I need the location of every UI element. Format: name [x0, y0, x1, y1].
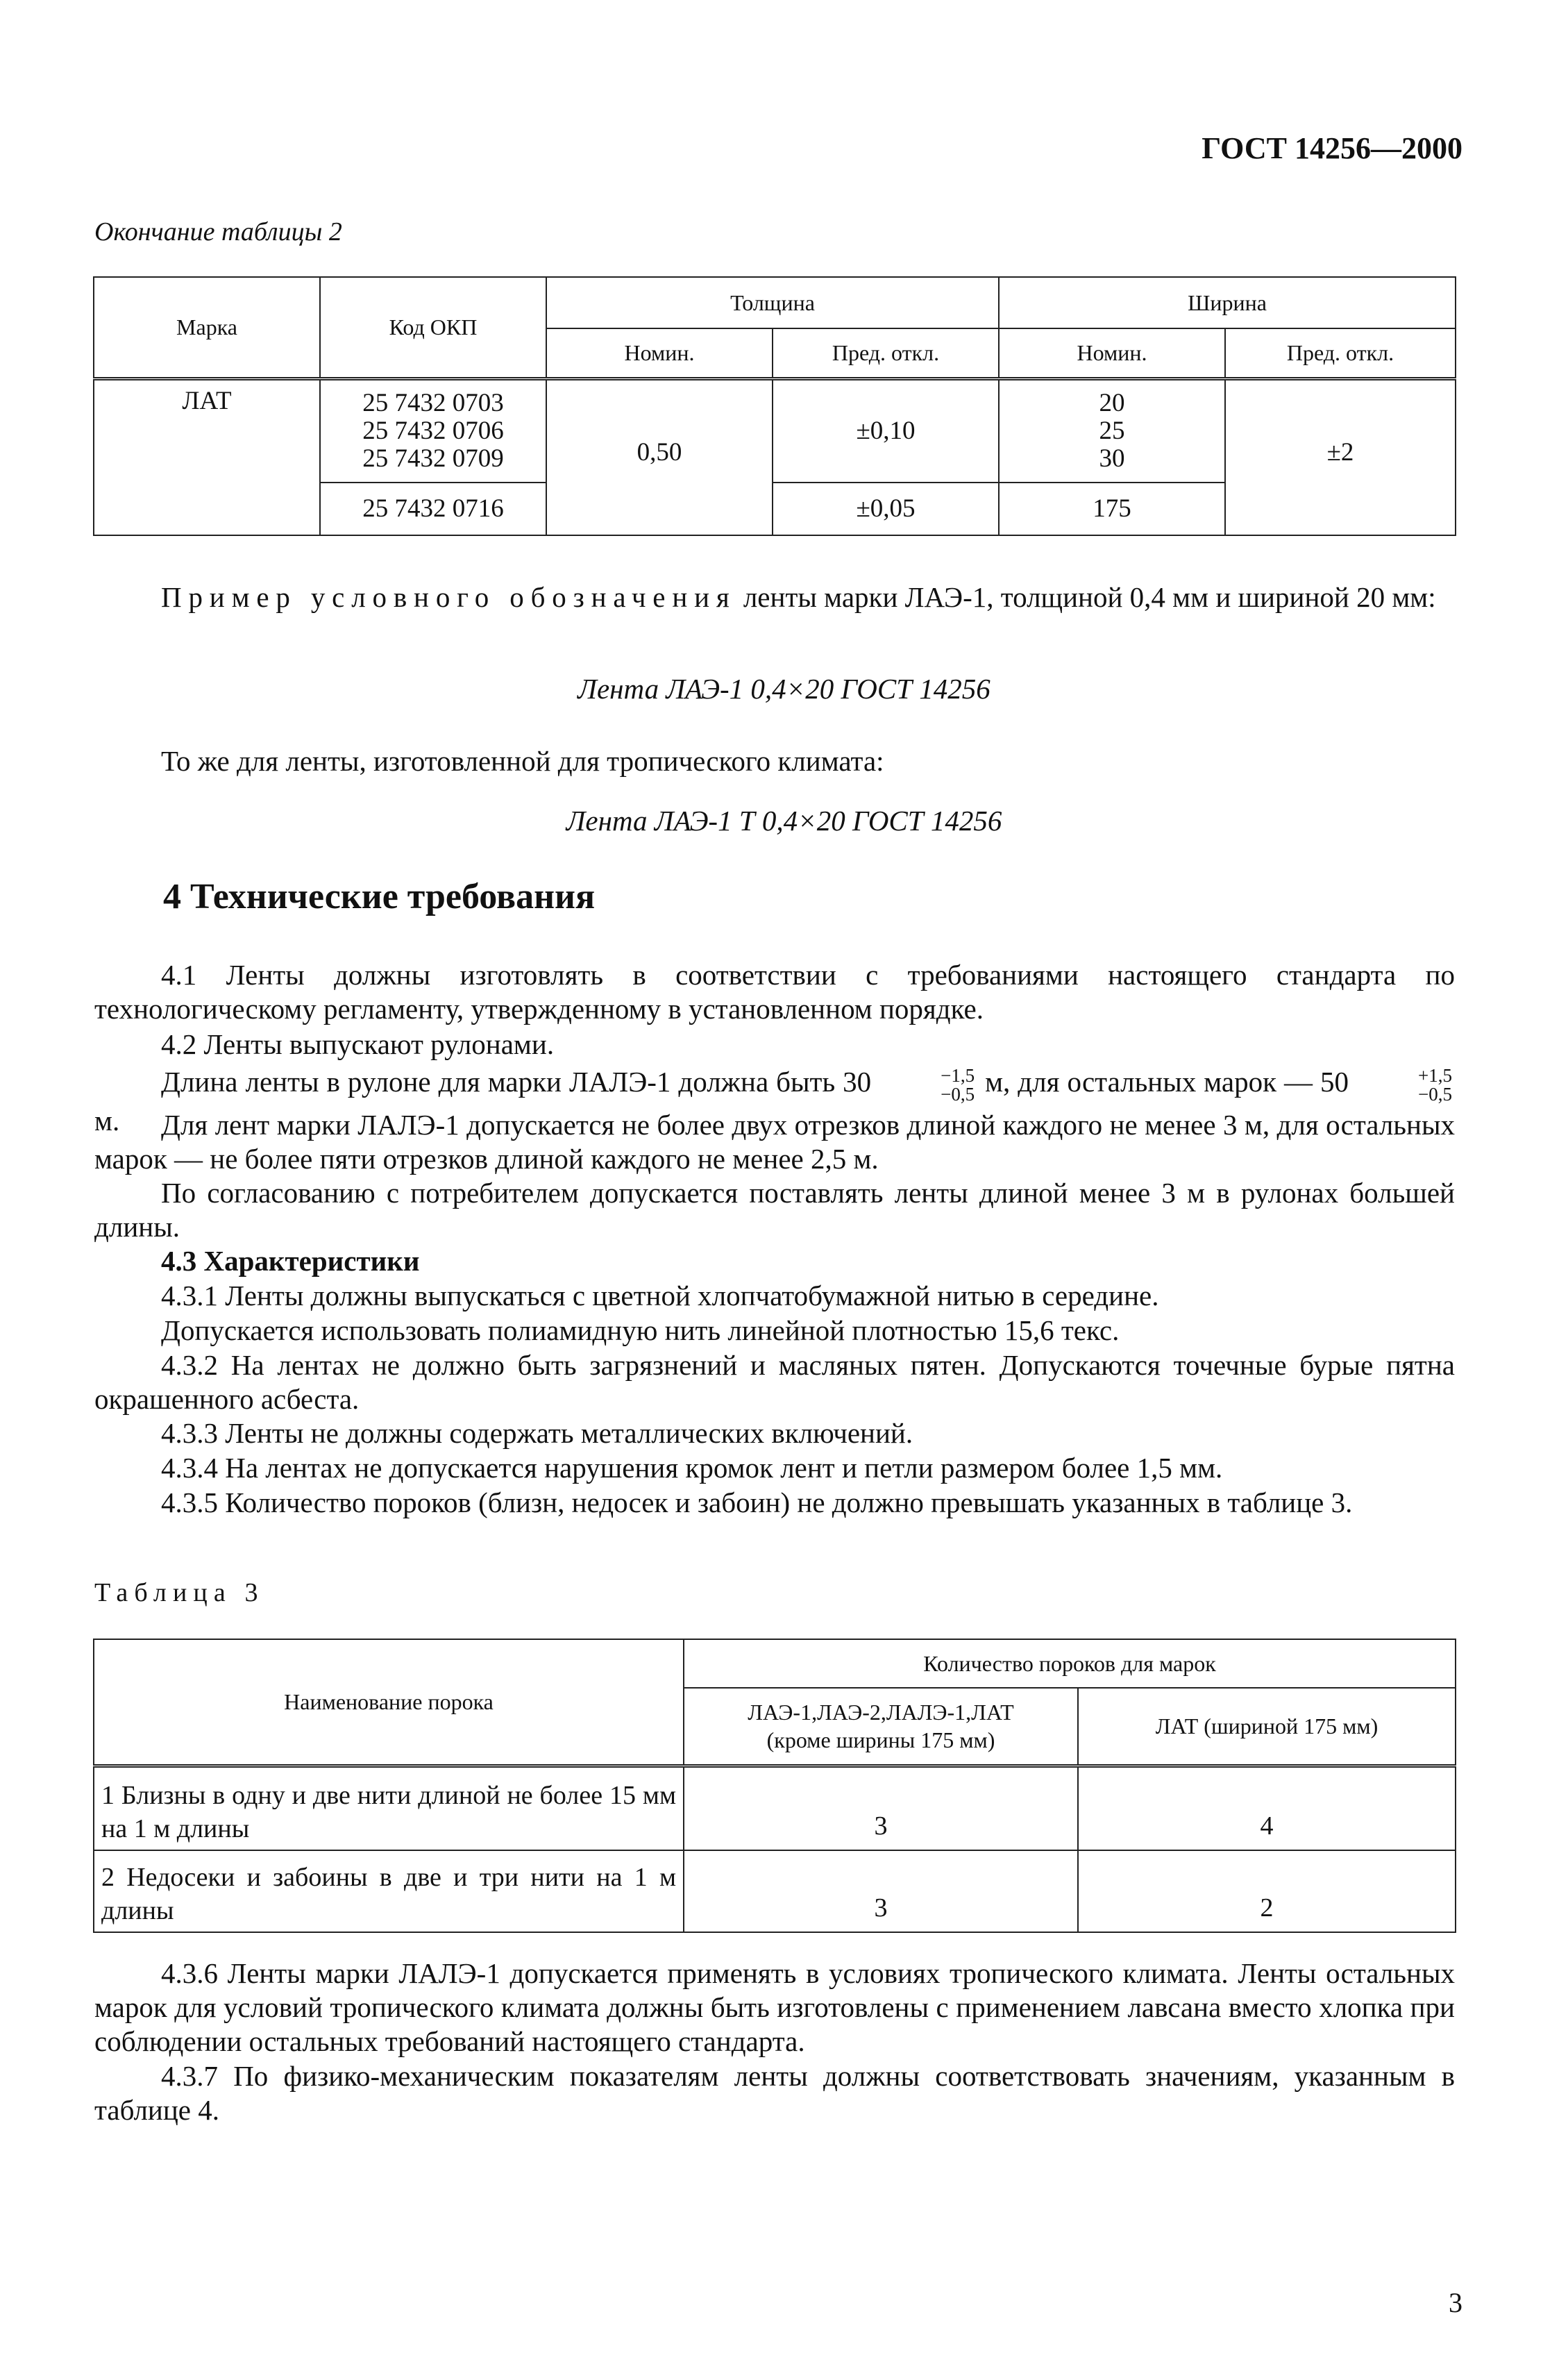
width-value: 25	[1099, 416, 1125, 445]
tolerance-upper: −1,5	[941, 1064, 975, 1086]
tolerance-lower: −0,5	[1418, 1083, 1452, 1105]
defect-count: 3	[684, 1850, 1078, 1932]
tolerance-upper: +1,5	[1418, 1064, 1452, 1086]
designation-example-2: Лента ЛАЭ-1 Т 0,4×20 ГОСТ 14256	[566, 805, 1002, 837]
tolerance-50	[1351, 1066, 1452, 1104]
table-row	[94, 1766, 1456, 1850]
length-text-c: м.	[94, 1104, 120, 1137]
width-value: 30	[1099, 444, 1125, 473]
defect-count: 4	[1078, 1766, 1456, 1850]
paragraph-4-3-3: 4.3.3 Ленты не должны содержать металлических включений.	[161, 1417, 913, 1449]
header-marks-line2: (кроме ширины 175 мм)	[766, 1727, 995, 1753]
paragraph-4-3-2: 4.3.2 На лентах не должно быть загрязнений и масляных пятен. Допускаются точечные бурые пятна окрашенного асбеста.	[94, 1349, 1455, 1415]
cell-width-tolerance: ±2	[1225, 378, 1456, 535]
cell-thickness-tolerance-last: ±0,05	[773, 483, 999, 535]
header-width: Ширина	[999, 277, 1456, 328]
paragraph-4-3-6: 4.3.6 Ленты марки ЛАЛЭ-1 допускается применять в условиях тропического климата. Ленты остальных марок для условий тропического климата должны быть изготовлены с применением лавсана вместо хлопка при соблюдении остальных требований настоящего стандарта.	[94, 1957, 1455, 2057]
header-marks-general	[684, 1688, 1078, 1766]
defect-count: 2	[1078, 1850, 1456, 1932]
tropic-example-text: То же для ленты, изготовленной для тропического климата:	[161, 745, 884, 777]
cell-okp-last: 25 7432 0716	[320, 483, 546, 535]
example-lead: Пример условного обозначения	[161, 581, 736, 613]
header-thickness-tolerance: Пред. откл.	[773, 328, 999, 378]
cell-thickness-nominal: 0,50	[546, 378, 773, 535]
paragraph-4-1: 4.1 Ленты должны изготовлять в соответствии с требованиями настоящего стандарта по технологическому регламенту, утвержденному в установленном порядке.	[94, 959, 1455, 1025]
example-text: ленты марки ЛАЭ-1, толщиной 0,4 мм и шириной 20 мм:	[736, 581, 1436, 613]
cell-width-last: 175	[999, 483, 1225, 535]
length-text-a: Длина ленты в рулоне для марки ЛАЛЭ-1 должна быть 30	[161, 1066, 872, 1098]
paragraph-4-2: 4.2 Ленты выпускают рулонами.	[161, 1028, 555, 1060]
cell-thickness-tolerance: ±0,10	[773, 378, 999, 483]
paragraph-polyamide: Допускается использовать полиамидную нить линейной плотностью 15,6 текс.	[161, 1314, 1120, 1346]
cell-mark: ЛАТ	[94, 378, 320, 535]
tolerance-30	[874, 1066, 975, 1104]
header-defect-name: Наименование порока	[94, 1639, 684, 1766]
header-marks-lat175: ЛАТ (шириной 175 мм)	[1078, 1688, 1456, 1766]
paragraph-segments: Для лент марки ЛАЛЭ-1 допускается не более двух отрезков длиной каждого не менее 3 м, для остальных марок — не более пяти отрезков длиной каждого не менее 2,5 м.	[94, 1109, 1455, 1175]
defect-name: 1 Близны в одну и две нити длиной не более 15 мм на 1 м длины	[94, 1766, 684, 1850]
paragraph-4-3-7: 4.3.7 По физико-механическим показателям ленты должны соответствовать значениям, указанным в таблице 4.	[94, 2060, 1455, 2126]
header-okp: Код ОКП	[320, 277, 546, 378]
table-2	[93, 276, 1456, 536]
paragraph-agreement: По согласованию с потребителем допускается поставлять ленты длиной менее 3 м в рулонах большей длины.	[94, 1177, 1455, 1243]
defect-count: 3	[684, 1766, 1078, 1850]
okp-code: 25 7432 0703	[362, 388, 504, 417]
header-thickness-nominal: Номин.	[546, 328, 773, 378]
header-mark: Марка	[94, 277, 320, 378]
page-number: 3	[1449, 2287, 1462, 2318]
header-defect-count: Количество пороков для марок	[684, 1639, 1456, 1688]
header-width-tolerance: Пред. откл.	[1225, 328, 1456, 378]
cell-okp-group	[320, 378, 546, 483]
header-width-nominal: Номин.	[999, 328, 1225, 378]
paragraph-4-3-5: 4.3.5 Количество пороков (близн, недосек и забоин) не должно превышать указанных в таблице 3.	[161, 1486, 1353, 1518]
designation-example-1: Лента ЛАЭ-1 0,4×20 ГОСТ 14256	[578, 673, 990, 705]
tolerance-lower: −0,5	[941, 1083, 975, 1105]
okp-code: 25 7432 0709	[362, 444, 504, 473]
length-text-b: м, для остальных марок — 50	[977, 1066, 1349, 1098]
section-4-title: 4 Технические требования	[163, 877, 596, 916]
document-code: ГОСТ 14256—2000	[1202, 131, 1462, 165]
okp-code: 25 7432 0706	[362, 416, 504, 445]
defect-name: 2 Недосеки и забоины в две и три нити на 1 м длины	[94, 1850, 684, 1932]
paragraph-4-3-4: 4.3.4 На лентах не допускается нарушения кромок лент и петли размером более 1,5 мм.	[161, 1452, 1223, 1484]
heading-4-3: 4.3 Характеристики	[161, 1245, 420, 1277]
example-paragraph	[94, 580, 1455, 614]
width-value: 20	[1099, 388, 1125, 417]
header-marks-line1: ЛАЭ-1,ЛАЭ-2,ЛАЛЭ-1,ЛАТ	[748, 1700, 1014, 1725]
cell-width-group	[999, 378, 1225, 483]
table-3	[93, 1639, 1456, 1933]
table-row	[94, 1850, 1456, 1932]
header-thickness: Толщина	[546, 277, 999, 328]
table3-caption: Таблица 3	[94, 1578, 264, 1607]
paragraph-4-3-1: 4.3.1 Ленты должны выпускаться с цветной хлопчатобумажной нитью в середине.	[161, 1280, 1159, 1312]
table2-continuation-caption: Окончание таблицы 2	[94, 217, 342, 246]
